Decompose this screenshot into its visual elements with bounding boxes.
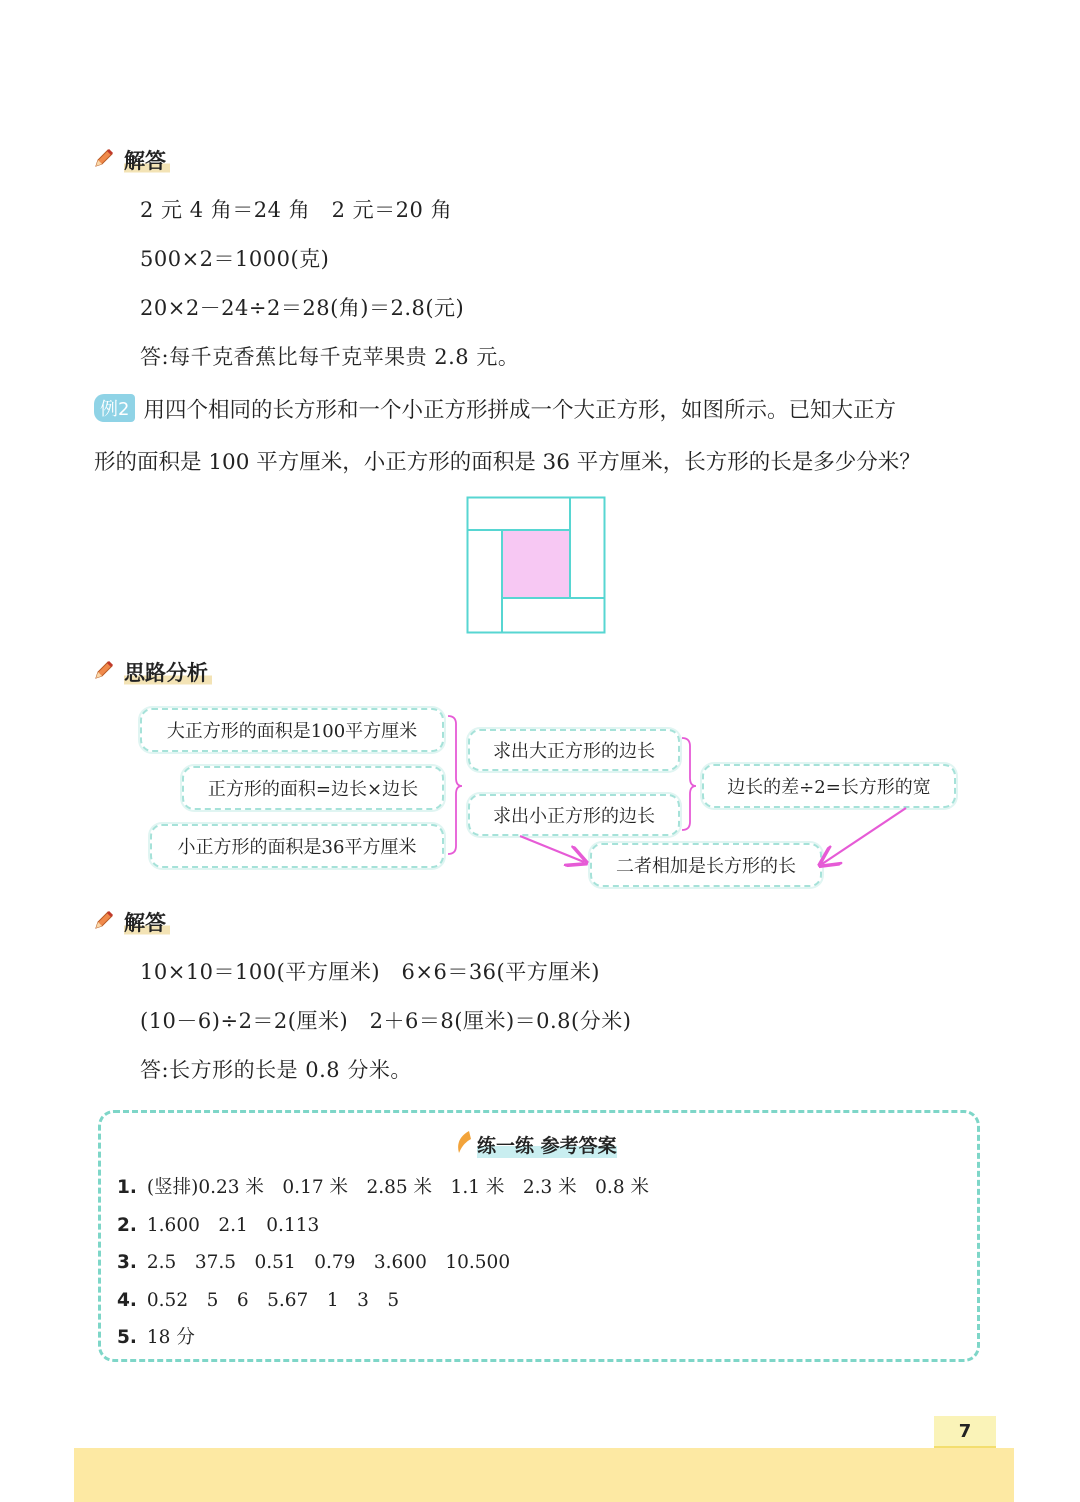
answer-line: 2 元 4 角＝24 角 2 元＝20 角 bbox=[140, 198, 453, 222]
answer-line: 500×2＝1000(克) bbox=[140, 247, 330, 271]
flow-box-large-square-area: 大正方形的面积是100平方厘米 bbox=[140, 708, 444, 752]
answer-line: (10－6)÷2＝2(厘米) 2＋6＝8(厘米)＝0.8(分米) bbox=[140, 1009, 632, 1033]
practice-answer-1: 1. (竖排)0.23 米 0.17 米 2.85 米 1.1 米 2.3 米 0.8 米 bbox=[117, 1177, 649, 1198]
footer-band bbox=[74, 1448, 1014, 1502]
practice-answer-2: 2. 1.600 2.1 0.113 bbox=[117, 1215, 320, 1236]
arrow-to-length bbox=[520, 836, 584, 862]
page-number: 7 bbox=[934, 1416, 996, 1449]
flow-box-big-side: 求出大正方形的边长 bbox=[468, 729, 680, 771]
example-problem-line-2: 形的面积是 100 平方厘米，小正方形的面积是 36 平方厘米，长方形的长是多少分米？ bbox=[94, 450, 921, 475]
practice-answer-5: 5. 18 分 bbox=[117, 1327, 195, 1348]
answer-line: 10×10＝100(平方厘米) 6×6＝36(平方厘米) bbox=[140, 960, 600, 984]
practice-answer-3: 3. 2.5 37.5 0.51 0.79 3.600 10.500 bbox=[117, 1252, 511, 1273]
brace-left bbox=[448, 716, 462, 854]
swoosh-icon bbox=[453, 1129, 473, 1159]
answer-line: 答:长方形的长是 0.8 分米。 bbox=[140, 1058, 412, 1082]
section-heading-label: 解答 bbox=[124, 907, 170, 937]
practice-title-text: 练一练 参考答案 bbox=[477, 1131, 617, 1158]
answer-line: 20×2－24÷2＝28(角)＝2.8(元) bbox=[140, 296, 465, 320]
flow-box-area-formula: 正方形的面积=边长×边长 bbox=[182, 766, 444, 810]
flow-box-rect-width: 边长的差÷2=长方形的宽 bbox=[702, 764, 956, 808]
practice-answers-box bbox=[98, 1110, 980, 1362]
example-text-1: 用四个相同的长方形和一个小正方形拼成一个大正方形，如图所示。已知大正方 bbox=[143, 398, 896, 423]
brace-right bbox=[682, 738, 696, 830]
flow-box-small-side: 求出小正方形的边长 bbox=[468, 794, 680, 836]
flow-box-small-square-area: 小正方形的面积是36平方厘米 bbox=[150, 824, 444, 868]
answer-line: 答:每千克香蕉比每千克苹果贵 2.8 元。 bbox=[140, 345, 520, 369]
arrow-to-length-2 bbox=[822, 808, 906, 864]
section-heading-answer-2 bbox=[92, 907, 170, 937]
practice-title bbox=[453, 1129, 617, 1159]
section-heading-label: 思路分析 bbox=[124, 657, 212, 687]
practice-answer-4: 4. 0.52 5 6 5.67 1 3 5 bbox=[117, 1290, 400, 1311]
flow-box-rect-length: 二者相加是长方形的长 bbox=[590, 843, 822, 887]
section-heading-label: 解答 bbox=[124, 145, 170, 175]
pencil-icon bbox=[92, 908, 116, 936]
example-tag: 例2 bbox=[94, 394, 135, 422]
